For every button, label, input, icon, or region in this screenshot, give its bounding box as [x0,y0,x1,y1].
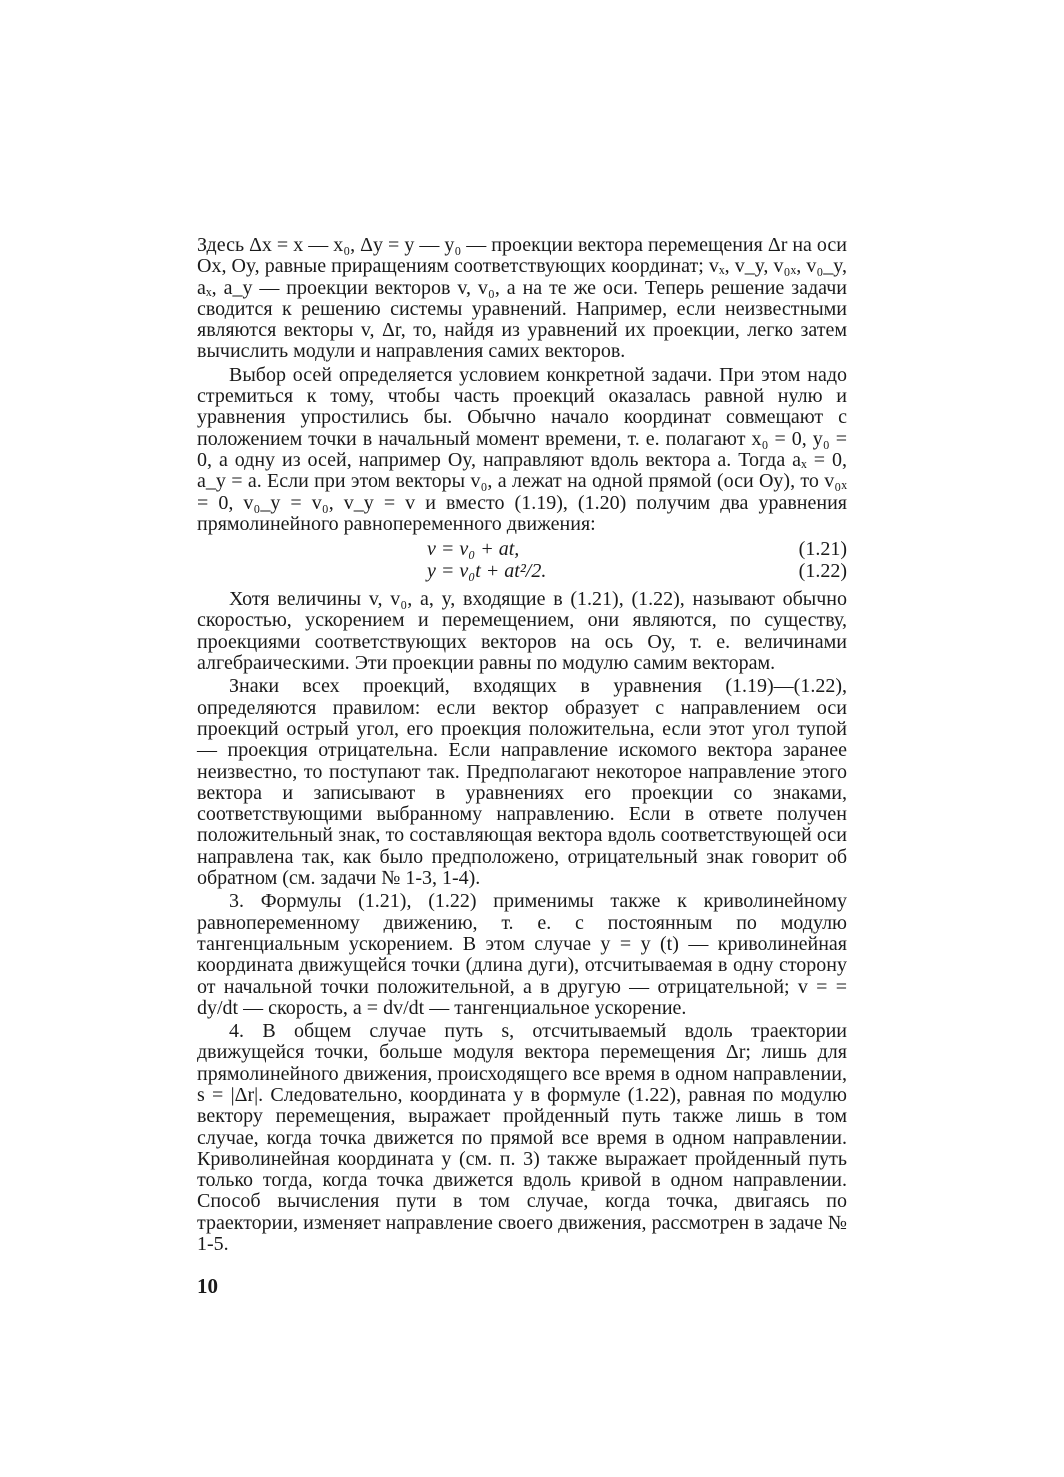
page-body [197,235,847,1257]
formula-1-21: v = v₀ + at, [427,538,520,561]
paragraph-5: 3. Формулы (1.21), (1.22) применимы также к криволинейному равнопеременному движению, т. е. с постоянным по модулю тангенциальным ускорением. В этом случае y = y (t) — криволинейная координата движущейся точки (длина дуги), отсчитываемая в одну сторону от начальной точки положительной, а в другую — отрицательной; v = = dy/dt — скорость, a = dv/dt — тангенциальное ускорение. [197,890,847,1019]
paragraph-1: Здесь Δx = x — x₀, Δy = y — y₀ — проекции вектора перемещения Δr на оси Ox, Oy, равные приращениям соответствующих координат; vₓ, v_y, v₀ₓ, v₀_y, aₓ, a_y — проекции векторов v, v₀, a на те же оси. Теперь решение задачи сводится к решению системы уравнений. Например, если неизвестными являются векторы v, Δr, то, найдя из уравнений их проекции, легко затем вычислить модули и направления самих векторов. [197,234,848,363]
paragraph-4: Знаки всех проекций, входящих в уравнения (1.19)—(1.22), определяются правилом: если вектор образует с направлением оси проекций острый угол, его проекция положительна, если этот угол тупой — проекция отрицательна. Если направление искомого вектора заранее неизвестно, то поступают так. Предполагают некоторое направление этого вектора и записывают в уравнениях его проекции со знаками, соответствующими выбранному направлению. Если в ответе получен положительный знак, то составляющая вектора вдоль соответствующей оси направлена так, как было предположено, отрицательный знак говорит об обратном (см. задачи № 1-3, 1-4). [197,675,847,890]
formula-block [197,539,847,583]
paragraph-6: 4. В общем случае путь s, отсчитываемый вдоль траектории движущейся точки, больше модуля вектора перемещения Δr; лишь для прямолинейного движения, происходящего все время в одном направлении, s = |Δr|. Следовательно, координата y в формуле (1.22), равная по модулю вектору перемещения, выражает пройденный путь также лишь в том случае, когда точка движется по прямой все время в одном направлении. Криволинейная координата y (см. п. 3) также выражает пройденный путь только тогда, когда точка движется вдоль кривой в одном направлении. Способ вычисления пути в том случае, когда точка, двигаясь по траектории, изменяет направление своего движения, рассмотрен в задаче № 1-5. [197,1020,847,1256]
formula-number-1-22: (1.22) [798,560,847,583]
formula-number-1-21: (1.21) [798,538,847,561]
formula-1-22: y = v₀t + at²/2. [427,560,547,583]
paragraph-2: Выбор осей определяется условием конкретной задачи. При этом надо стремиться к тому, чтобы часть проекций оказалась равной нулю и уравнения упростились бы. Обычно начало координат совмещают с положением точки в начальный момент времени, т. е. полагают x₀ = 0, y₀ = 0, а одну из осей, например Oy, направляют вдоль вектора a. Тогда aₓ = 0, a_y = a. Если при этом векторы v₀, a лежат на одной прямой (оси Oy), то v₀ₓ = 0, v₀_y = v₀, v_y = v и вместо (1.19), (1.20) получим два уравнения прямолинейного равнопеременного движения: [197,363,847,535]
paragraph-3: Хотя величины v, v₀, a, y, входящие в (1.21), (1.22), называют обычно скоростью, ускорением и перемещением, они являются, по существу, проекциями соответствующих векторов на ось Oy, т. е. величинами алгебраическими. Эти проекции равны по модулю самим векторам. [197,588,847,675]
formula-row-1-21 [197,539,847,561]
formula-row-1-22 [197,561,847,583]
page-number: 10 [197,1274,218,1298]
